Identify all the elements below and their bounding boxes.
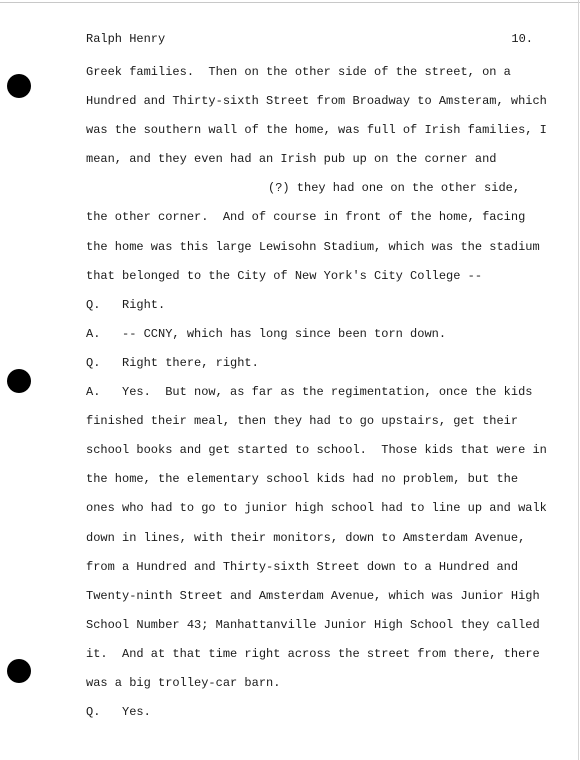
transcript-line: that belonged to the City of New York's City College -- — [86, 268, 483, 283]
transcript-line: A. -- CCNY, which has long since been torn down. — [86, 326, 447, 341]
transcript-line: the other corner. And of course in front of the home, facing — [86, 210, 526, 225]
transcript-line: mean, and they even had an Irish pub up on the corner and — [86, 152, 497, 167]
transcript-line: Twenty-ninth Street and Amsterdam Avenue, which was Junior High — [86, 588, 540, 603]
transcript-line: (?) they had one on the other side, — [268, 181, 521, 196]
page-right-edge — [578, 0, 579, 760]
transcript-line: from a Hundred and Thirty-sixth Street down to a Hundred and — [86, 559, 519, 574]
transcript-line: School Number 43; Manhattanville Junior High School they called — [86, 617, 540, 632]
transcript-line: Greek families. Then on the other side of the street, on a — [86, 65, 511, 79]
binder-hole-middle — [7, 369, 31, 393]
transcript-line: it. And at that time right across the street from there, there — [86, 646, 540, 661]
transcript-line: Hundred and Thirty-sixth Street from Broadway to Amsteram, which — [86, 94, 547, 109]
transcript-line: down in lines, with their monitors, down to Amsterdam Avenue, — [86, 530, 526, 545]
transcript-line: Q. Right there, right. — [86, 355, 259, 370]
transcript-line: ones who had to go to junior high school had to line up and walk — [86, 501, 547, 516]
transcript-line: finished their meal, then they had to go upstairs, get their — [86, 414, 519, 429]
interviewee-name: Ralph Henry — [86, 32, 166, 46]
transcript-line: the home was this large Lewisohn Stadium, which was the stadium — [86, 239, 540, 254]
transcript-line: Q. Right. — [86, 297, 166, 312]
transcript-line: A. Yes. But now, as far as the regimentation, once the kids — [86, 385, 533, 400]
binder-hole-bottom — [7, 659, 31, 683]
transcript-line: Q. Yes. — [86, 705, 151, 720]
transcript-line: was a big trolley-car barn. — [86, 675, 281, 690]
transcript-line: the home, the elementary school kids had no problem, but the — [86, 472, 519, 487]
transcript-line: school books and get started to school. Those kids that were in — [86, 443, 547, 458]
page-number: 10. — [511, 32, 533, 46]
transcript-line: was the southern wall of the home, was full of Irish families, I — [86, 123, 547, 138]
page-top-rule — [0, 2, 580, 3]
binder-hole-top — [7, 74, 31, 98]
transcript-body — [86, 58, 547, 727]
